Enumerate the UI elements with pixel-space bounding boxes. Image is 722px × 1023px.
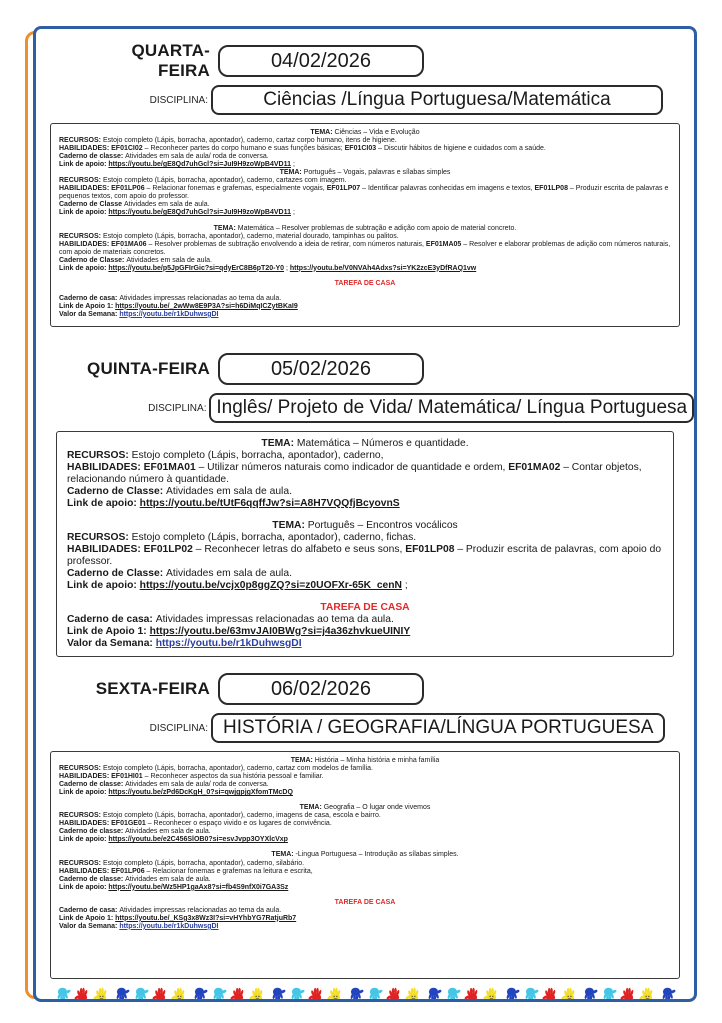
text-run: Estojo completo (Lápis, borracha, apontador), caderno, cartazes com imagem. bbox=[102, 177, 347, 185]
detail-line bbox=[59, 225, 671, 233]
text-run: – Resolver e elaborar problemas de adição com números naturais, com apoio de materiais concretos. bbox=[59, 240, 671, 256]
text-run: – Produzir escrita de palavras e pequenos textos, com apoio do professor. bbox=[59, 185, 669, 201]
text-run: EF01LP06 bbox=[111, 867, 145, 875]
text-run: Caderno de classe: bbox=[59, 153, 126, 161]
discipline-box: Ciências /Língua Portuguesa/Matemática bbox=[211, 85, 663, 115]
detail-line bbox=[59, 765, 671, 773]
hand-icon bbox=[464, 986, 481, 1002]
detail-line bbox=[67, 532, 663, 544]
text-run: Português – Vogais, palavras e sílabas simples bbox=[303, 169, 451, 177]
detail-line bbox=[59, 812, 671, 820]
detail-line bbox=[67, 462, 663, 486]
text-run: Estojo completo (Lápis, borracha, apontador), caderno, cartaz com modelos de família. bbox=[102, 765, 373, 773]
text-run: Estojo completo (Lápis, borracha, apontador), caderno, fichas. bbox=[131, 531, 417, 543]
day-section-quarta bbox=[36, 41, 694, 327]
detail-line bbox=[59, 241, 671, 257]
text-run: Link de apoio: bbox=[59, 789, 109, 797]
detail-line bbox=[59, 311, 671, 319]
discipline-label: DISCIPLINA: bbox=[149, 722, 208, 734]
text-run: Atividades em sala de aula. bbox=[166, 567, 292, 579]
hand-icon bbox=[171, 986, 188, 1002]
lesson-details-box bbox=[50, 123, 680, 327]
detail-line bbox=[59, 851, 671, 859]
text-run: – Relacionar fonemas e grafemas na leitura e escrita, bbox=[144, 867, 313, 875]
hand-icon bbox=[639, 986, 656, 1002]
detail-line bbox=[67, 498, 663, 510]
hand-icon bbox=[230, 986, 247, 1002]
detail-line bbox=[67, 544, 663, 568]
text-run: – Relacionar fonemas e grafemas, especialmente vogais, bbox=[144, 185, 327, 193]
text-run: EF01MA05 bbox=[425, 240, 462, 248]
text-run: Estojo completo (Lápis, borracha, apontador), caderno, bbox=[131, 449, 384, 461]
text-run: História – Minha história e minha família bbox=[314, 757, 440, 764]
hand-icon bbox=[113, 986, 130, 1002]
detail-line bbox=[67, 510, 663, 520]
text-run: – Produzir escrita de palavras, com apoio do professor. bbox=[67, 543, 662, 567]
link-url[interactable]: https://youtu.be/e2C456SlOB0?si=esvJvpp3OYXlcVxp bbox=[108, 836, 288, 844]
link-url[interactable]: https://youtu.be/63mvJAI0BWg?si=j4a36zhvkueUINIY bbox=[149, 625, 411, 637]
link-url[interactable]: https://youtu.be/gE8Qd7uhGcl?si=JuI9H9zoWpB4VD11 bbox=[108, 209, 292, 217]
text-run: Link de apoio: bbox=[67, 497, 140, 509]
text-run: TEMA: bbox=[299, 804, 324, 812]
text-run: EF01LP07 bbox=[326, 185, 361, 193]
detail-line bbox=[59, 303, 671, 311]
day-section-sexta bbox=[36, 673, 694, 979]
detail-line bbox=[59, 915, 671, 923]
link-url[interactable]: https://youtu.be/V0NVAh4Adxs?si=YK2zcE3yDfRAQ1vw bbox=[289, 264, 477, 272]
hand-icon bbox=[269, 986, 286, 1002]
text-run: EF01CI03 bbox=[344, 145, 377, 153]
text-run: RECURSOS: bbox=[67, 531, 132, 543]
discipline-label: DISCIPLINA: bbox=[148, 402, 207, 414]
link-url[interactable]: https://youtu.be/Wz5HP1gaAx8?si=fb4S9nfX0i7GA3Sz bbox=[108, 883, 289, 891]
discipline-label: DISCIPLINA: bbox=[149, 94, 208, 106]
detail-line bbox=[59, 233, 671, 241]
text-run: RECURSOS: bbox=[59, 232, 103, 240]
text-run: – Reconhecer aspectos da sua história pessoal e familiar. bbox=[142, 773, 324, 781]
detail-line bbox=[59, 153, 671, 161]
link-url[interactable]: https://youtu.be/r1kDuhwsgDI bbox=[119, 310, 219, 318]
link-url[interactable]: https://youtu.be/vcjx0p8ggZQ?si=z0UOFXr-65K_cenN bbox=[139, 579, 402, 591]
text-run: Caderno de classe: bbox=[59, 828, 126, 836]
text-run: Atividades impressas relacionadas ao tema da aula. bbox=[155, 613, 394, 625]
text-run: Caderno de classe: bbox=[59, 781, 126, 789]
text-run: TAREFA DE CASA bbox=[334, 898, 396, 906]
text-run: ; bbox=[291, 209, 295, 217]
text-run: – Reconhecer letras do alfabeto e seus sons, bbox=[192, 543, 406, 555]
hand-icon bbox=[210, 986, 227, 1002]
detail-line bbox=[59, 899, 671, 907]
weekly-plan-sheet bbox=[33, 26, 697, 1002]
text-run: Ciências – Vida e Evolução bbox=[334, 129, 420, 136]
discipline-box: HISTÓRIA / GEOGRAFIA/LÍNGUA PORTUGUESA bbox=[211, 713, 665, 743]
detail-line bbox=[59, 820, 671, 828]
detail-line bbox=[59, 923, 671, 931]
detail-line bbox=[59, 185, 671, 201]
text-run: RECURSOS: bbox=[59, 177, 103, 185]
detail-line bbox=[59, 884, 671, 892]
text-run: Atividades em sala de aula. bbox=[126, 256, 212, 264]
text-run: HABILIDADES: bbox=[67, 461, 144, 473]
discipline-box: Inglês/ Projeto de Vida/ Matemática/ Língua Portuguesa bbox=[209, 393, 694, 423]
lesson-details-box bbox=[56, 431, 674, 657]
link-url[interactable]: https://youtu.be/r1kDuhwsgDI bbox=[155, 637, 302, 649]
link-url[interactable]: https://youtu.be/zPd6DcKgH_0?si=qwjgpjgXfomTMcDQ bbox=[108, 789, 293, 797]
date-box: 04/02/2026 bbox=[218, 45, 424, 77]
text-run: – Discutir hábitos de higiene e cuidados com a saúde. bbox=[376, 145, 546, 153]
detail-line bbox=[59, 145, 671, 153]
text-run: HABILIDADES: bbox=[59, 773, 112, 781]
detail-line bbox=[59, 161, 671, 169]
link-url[interactable]: https://youtu.be/gE8Qd7uhGcl?si=JuI9H9zoWpB4VD11 bbox=[108, 161, 292, 169]
text-run: RECURSOS: bbox=[59, 812, 103, 820]
detail-line bbox=[59, 907, 671, 915]
detail-line bbox=[59, 265, 671, 273]
text-run: TEMA: bbox=[271, 851, 296, 859]
detail-line bbox=[59, 757, 671, 765]
text-run: Caderno de Classe bbox=[59, 201, 124, 209]
text-run: EF01LP06 bbox=[111, 185, 145, 193]
text-run: Atividades em sala de aula/ roda de conversa. bbox=[125, 781, 269, 789]
link-url[interactable]: https://youtu.be/tUtF6qqffJw?si=A8H7VQQfjBcyovnS bbox=[139, 497, 400, 509]
hand-icon bbox=[444, 986, 461, 1002]
text-run: Matemática – Resolver problemas de subtração e adição com apoio de material concreto. bbox=[237, 224, 517, 232]
text-run: HABILIDADES: bbox=[59, 185, 112, 193]
text-run: Link de apoio: bbox=[59, 883, 109, 891]
detail-line bbox=[59, 257, 671, 265]
text-run: – Contar objetos, relacionando número à quantidade. bbox=[67, 461, 642, 485]
hand-icon bbox=[249, 986, 266, 1002]
text-run: Estojo completo (Lápis, borracha, apontador), caderno, imagens de casa, escola e bairro. bbox=[102, 812, 381, 820]
detail-line bbox=[59, 295, 671, 303]
hand-icon bbox=[327, 986, 344, 1002]
text-run: Link de Apoio 1: bbox=[59, 302, 116, 310]
detail-line bbox=[59, 129, 671, 137]
hand-icon bbox=[366, 986, 383, 1002]
text-run: HABILIDADES: bbox=[59, 820, 112, 828]
text-run: Atividades em sala de aula. bbox=[166, 485, 292, 497]
link-url[interactable]: https://youtu.be/_2wWw8E9P3A?si=h6DiMqICZytBKaI9 bbox=[115, 302, 298, 310]
hand-icon bbox=[600, 986, 617, 1002]
link-url[interactable]: https://youtu.be/_KSg3x8Wz3I?si=vHYhbYG7RatjuRb7 bbox=[115, 914, 297, 922]
text-run: Caderno de casa: bbox=[59, 294, 120, 302]
text-run: TEMA: bbox=[272, 519, 308, 531]
text-run: ; bbox=[291, 161, 295, 169]
detail-line bbox=[59, 804, 671, 812]
detail-line bbox=[59, 209, 671, 217]
text-run: Atividades impressas relacionadas ao tema da aula. bbox=[119, 294, 282, 302]
text-run: Valor da Semana: bbox=[59, 310, 120, 318]
text-run: TEMA: bbox=[310, 129, 335, 136]
text-run: EF01GE01 bbox=[111, 820, 146, 828]
text-run: Link de apoio: bbox=[59, 264, 109, 272]
text-run: Geografia – O lugar onde vivemos bbox=[323, 804, 431, 812]
detail-line bbox=[67, 568, 663, 580]
hand-icon bbox=[483, 986, 500, 1002]
text-run: EF01MA01 bbox=[143, 461, 196, 473]
hand-icon bbox=[522, 986, 539, 1002]
text-run: RECURSOS: bbox=[59, 765, 103, 773]
detail-line bbox=[67, 520, 663, 532]
text-run: Atividades impressas relacionadas ao tema da aula. bbox=[119, 906, 282, 914]
text-run: Caderno de classe: bbox=[59, 875, 126, 883]
detail-line bbox=[59, 137, 671, 145]
text-run: HABILIDADES: bbox=[59, 240, 112, 248]
link-url[interactable]: https://youtu.be/r1kDuhwsgDI bbox=[119, 922, 219, 930]
day-section-quinta bbox=[36, 353, 694, 657]
hand-icon bbox=[425, 986, 442, 1002]
handprints-decoration bbox=[36, 986, 694, 1002]
text-run: Estojo completo (Lápis, borracha, apontador), caderno, cartaz corpo humano, itens de higiene. bbox=[102, 137, 397, 145]
day-name: QUARTA-FEIRA bbox=[131, 41, 210, 80]
text-run: Caderno de Classe: bbox=[67, 567, 166, 579]
detail-line bbox=[67, 592, 663, 602]
lesson-details-box bbox=[50, 751, 680, 979]
text-run: EF01LP08 bbox=[534, 185, 568, 193]
text-run: Caderno de Classe: bbox=[67, 485, 166, 497]
text-run: TAREFA DE CASA bbox=[320, 601, 410, 613]
detail-line bbox=[67, 438, 663, 450]
detail-line bbox=[67, 450, 663, 462]
detail-line bbox=[67, 486, 663, 498]
date-box: 06/02/2026 bbox=[218, 673, 424, 705]
text-run: Valor da Semana: bbox=[67, 637, 156, 649]
text-run: Caderno de casa: bbox=[67, 613, 156, 625]
text-run: – Resolver problemas de subtração envolvendo a ideia de retirar, com números naturais, bbox=[146, 240, 426, 248]
text-run: – Identificar palavras conhecidas em imagens e textos, bbox=[360, 185, 535, 193]
detail-line bbox=[67, 638, 663, 650]
text-run: HABILIDADES: bbox=[59, 867, 112, 875]
hand-icon bbox=[74, 986, 91, 1002]
text-run: – Reconhecer o espaço vivido e os lugares de convivência. bbox=[145, 820, 332, 828]
hand-icon bbox=[54, 986, 71, 1002]
hand-icon bbox=[405, 986, 422, 1002]
text-run: HABILIDADES: bbox=[59, 145, 112, 153]
detail-line bbox=[59, 828, 671, 836]
text-run: EF01LP08 bbox=[405, 543, 455, 555]
text-run: EF01MA02 bbox=[508, 461, 561, 473]
text-run: – Reconhecer partes do corpo humano e suas funções básicas; bbox=[142, 145, 345, 153]
text-run: Valor da Semana: bbox=[59, 922, 120, 930]
text-run: Caderno de casa: bbox=[59, 906, 120, 914]
detail-line bbox=[59, 868, 671, 876]
detail-line bbox=[67, 614, 663, 626]
text-run: ; bbox=[284, 264, 290, 272]
detail-line bbox=[67, 580, 663, 592]
detail-line bbox=[59, 218, 671, 225]
text-run: Link de Apoio 1: bbox=[59, 914, 116, 922]
text-run: RECURSOS: bbox=[67, 449, 132, 461]
detail-line bbox=[59, 169, 671, 177]
text-run: Atividades em sala de aula. bbox=[125, 828, 211, 836]
day-name: SEXTA-FEIRA bbox=[95, 679, 210, 698]
text-run: Caderno de Classe: bbox=[59, 256, 127, 264]
text-run: RECURSOS: bbox=[59, 859, 103, 867]
text-run: Atividades em sala de aula. bbox=[123, 201, 210, 209]
text-run: Estojo completo (Lápis, borracha, apontador), caderno, material dourado, tampinhas ou palitos. bbox=[102, 232, 399, 240]
detail-line bbox=[59, 177, 671, 185]
text-run: TEMA: bbox=[261, 438, 297, 449]
hand-icon bbox=[152, 986, 169, 1002]
hand-icon bbox=[191, 986, 208, 1002]
hand-icon bbox=[386, 986, 403, 1002]
hand-icon bbox=[132, 986, 149, 1002]
detail-line bbox=[59, 844, 671, 851]
hand-icon bbox=[561, 986, 578, 1002]
text-run: RECURSOS: bbox=[59, 137, 103, 145]
text-run: TEMA: bbox=[213, 224, 238, 232]
text-run: Português – Encontros vocálicos bbox=[307, 519, 458, 531]
detail-line bbox=[59, 876, 671, 884]
text-run: Estojo completo (Lápis, borracha, apontador), caderno, silabário. bbox=[102, 859, 305, 867]
text-run: Matemática – Números e quantidade. bbox=[296, 438, 469, 449]
detail-line bbox=[59, 892, 671, 899]
detail-line bbox=[59, 773, 671, 781]
hand-icon bbox=[347, 986, 364, 1002]
hand-icon bbox=[288, 986, 305, 1002]
hand-icon bbox=[659, 986, 676, 1002]
detail-line bbox=[59, 280, 671, 288]
hand-icon bbox=[308, 986, 325, 1002]
text-run: TEMA: bbox=[290, 757, 315, 764]
detail-line bbox=[59, 797, 671, 804]
detail-line bbox=[59, 273, 671, 280]
text-run: Link de Apoio 1: bbox=[67, 625, 150, 637]
date-box: 05/02/2026 bbox=[218, 353, 424, 385]
text-run: EF01MA06 bbox=[111, 240, 147, 248]
text-run: Atividades em sala de aula. bbox=[125, 875, 211, 883]
link-url[interactable]: https://youtu.be/p5JpGFIrGic?si=qdyErC8B6pT20-Y0 bbox=[108, 264, 285, 272]
text-run: Link de apoio: bbox=[59, 209, 109, 217]
detail-line bbox=[67, 626, 663, 638]
text-run: -Lingua Portuguesa – Introdução as sílabas simples. bbox=[295, 851, 459, 859]
detail-line bbox=[59, 781, 671, 789]
detail-line bbox=[67, 602, 663, 614]
hand-icon bbox=[542, 986, 559, 1002]
text-run: EF01LP02 bbox=[143, 543, 193, 555]
hand-icon bbox=[620, 986, 637, 1002]
text-run: EF01CI02 bbox=[111, 145, 143, 153]
hand-icon bbox=[581, 986, 598, 1002]
text-run: EF01HI01 bbox=[111, 773, 143, 781]
text-run: TEMA: bbox=[279, 169, 304, 177]
text-run: TAREFA DE CASA bbox=[334, 279, 396, 287]
text-run: HABILIDADES: bbox=[67, 543, 144, 555]
text-run: Link de apoio: bbox=[59, 836, 109, 844]
text-run: Link de apoio: bbox=[67, 579, 140, 591]
detail-line bbox=[59, 201, 671, 209]
detail-line bbox=[59, 836, 671, 844]
hand-icon bbox=[93, 986, 110, 1002]
detail-line bbox=[59, 288, 671, 295]
text-run: – Utilizar números naturais como indicador de quantidade e ordem, bbox=[195, 461, 509, 473]
detail-line bbox=[59, 789, 671, 797]
hand-icon bbox=[503, 986, 520, 1002]
text-run: ; bbox=[402, 579, 408, 591]
day-name: QUINTA-FEIRA bbox=[87, 359, 210, 378]
text-run: Link de apoio: bbox=[59, 161, 109, 169]
detail-line bbox=[59, 860, 671, 868]
text-run: Atividades em sala de aula/ roda de conversa. bbox=[125, 153, 269, 161]
